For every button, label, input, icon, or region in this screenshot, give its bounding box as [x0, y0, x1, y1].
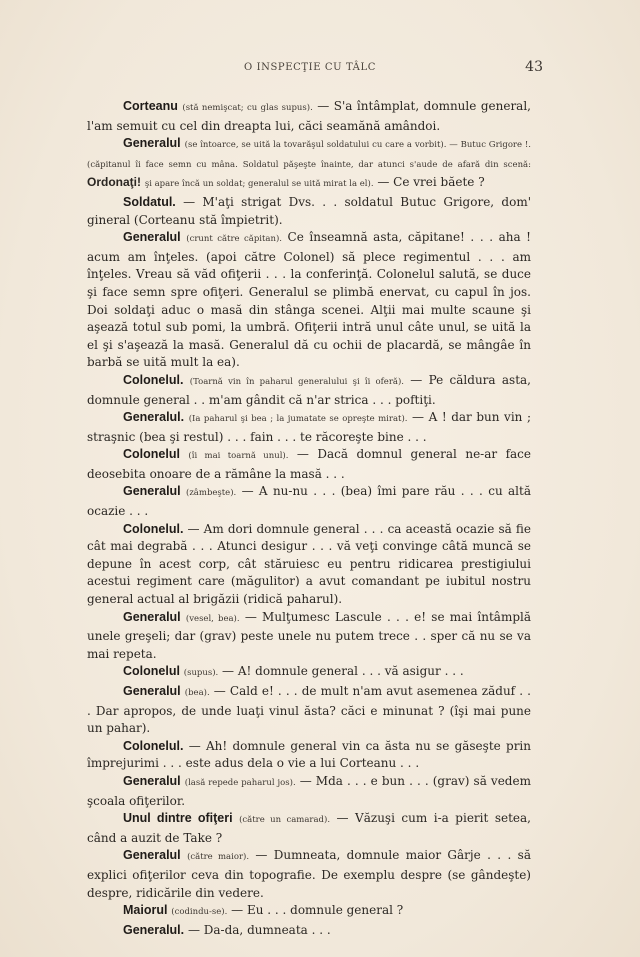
dialogue-text: — Am dori domnule general . . . ca această ocazie să fie cât mai degrabă . . . Atunci desigur . . . vă veţi convinge câtă muncă se depune în acest corp, cât stăruiesc eu pentru ridicarea prestigiului acestui regiment care (măgulitor) a avut comandant pe iubitul nostru general actual al brigăzii (ridică paharul). [87, 521, 531, 607]
speaker-name: Generalul. [123, 410, 185, 425]
stage-direction: (către maior). [187, 852, 250, 863]
dialogue-text: Ce înseamnă asta, căpitane! . . . aha ! acum am înţeles. (apoi către Colonel) să plece regimentul . . . am înţeles. Vreau să văd ofiţerii . . . la conferinţă. Colonelul salută, se duce şi face semn spre ofiţeri. Generalul se plimbă enervat, cu capul în jos. Doi soldaţi aduc o masă din stânga scenei. Alţii mai multe scaune şi aşează totul sub pomi, la umbră. Ofiţerii intră unul câte unul, se uită la el şi s'aşează la masă. Generalul dă cu ochii de placardă, se mângâe în barbă se uită mult la ea). [87, 230, 531, 370]
stage-direction: (zâmbeşte). [186, 488, 237, 499]
page-number: 43 [525, 59, 543, 75]
dialogue-text: — A nu-nu . . . (bea) îmi pare rău . . . cu altă ocazie . . . [87, 484, 531, 519]
offstage-line: Ordonaţi! [87, 175, 141, 190]
dialogue-paragraph [87, 521, 531, 609]
dialogue-paragraph [87, 98, 531, 135]
stage-direction: (supus). [183, 668, 219, 679]
dialogue-text: — Pe căldura asta, domnule general . . m'am gândit că n'ar strica . . . poftiţi. [87, 372, 531, 407]
dialogue-text: — Da-da, dumneata . . . [184, 922, 331, 937]
stage-direction: (bea). [184, 688, 210, 698]
speaker-name: Colonelul. [123, 738, 184, 753]
stage-direction: (Ia paharul şi bea ; la jumatate se opreşte mirat). [188, 414, 408, 425]
dialogue-text: — M'aţi strigat Dvs. . . soldatul Butuc Grigore, dom' gineral (Corteanu stă împietrit). [87, 194, 531, 227]
speaker-name: Maiorul [123, 903, 168, 918]
stage-direction: (către un camarad). [239, 815, 331, 826]
stage-direction: şi apare încă un soldat; generalul se uită mirat la el). [144, 179, 374, 190]
dialogue-text: — A! domnule general . . . vă asigur . . . [218, 664, 464, 679]
stage-direction: (se întoarce, se uită la tovarăşul soldatului cu care a vorbit). — Butuc Grigore !. (căpitanul îi face semn cu mâna. Soldatul păşeşte înainte, dar atunci s'aude de afară din scenă: [87, 140, 531, 170]
speaker-name: Generalul [123, 484, 181, 499]
speaker-name: Generalul [123, 773, 181, 788]
running-title: O INSPECŢIE CU TÂLC [244, 62, 377, 73]
dialogue-paragraph [87, 372, 531, 409]
dialogue-text: — Mulţumesc Lascule . . . e! se mai întâmplă unele greşeli; dar (grav) peste unele nu putem trece . . sper că nu se va mai repeta. [87, 609, 531, 661]
dialogue-paragraph [87, 922, 531, 940]
stage-direction: (stă nemişcat; cu glas supus). [182, 103, 313, 113]
speaker-name: Generalul. [123, 922, 185, 937]
dialogue-paragraph [87, 773, 531, 810]
dialogue-paragraph [87, 135, 531, 194]
page-header [0, 59, 640, 82]
speaker-name: Soldatul. [123, 194, 176, 209]
speaker-name: Generalul [123, 609, 181, 624]
dialogue-paragraph [87, 663, 531, 683]
dialogue-text: — S'a întâmplat, domnule general, l'am semuit cu cel din dreapta lui, căci seamănă amândoi. [87, 99, 531, 133]
speaker-name: Generalul [123, 136, 181, 151]
stage-direction: (vesel, bea). [185, 613, 240, 624]
dialogue-paragraph [87, 409, 531, 446]
dialogue-text: — Dumneata, domnule maior Gârje . . . să explici ofiţerilor ceva din topografie. De exemplu despre (se gândeşte) despre, ridicările din vedere. [87, 848, 531, 900]
speaker-name: Colonelul. [123, 521, 184, 536]
dialogue-text: — Mda . . . e bun . . . (grav) să vedem şcoala ofiţerilor. [87, 773, 531, 808]
dialogue-paragraph [87, 847, 531, 902]
dialogue-text: — Eu . . . domnule general ? [227, 903, 404, 918]
speaker-name: Generalul [123, 684, 181, 698]
stage-direction: (codindu-se). [171, 907, 228, 918]
dialogue-text: — Dacă domnul general ne-ar face deosebita onoare de a rămâne la masă . . . [87, 447, 531, 481]
stage-direction: (lasă repede paharul jos). [184, 777, 296, 788]
speaker-name: Corteanu [123, 99, 178, 113]
speaker-name: Generalul [123, 848, 181, 863]
speaker-name: Generalul [123, 230, 181, 245]
dialogue-paragraph [87, 810, 531, 847]
speaker-name: Colonelul [123, 447, 180, 462]
stage-direction: (Toarnă vin în paharul generalului şi îi oferă). [189, 376, 404, 387]
stage-direction: (îi mai toarnă unul). [188, 451, 289, 462]
dialogue-paragraph [87, 683, 531, 738]
dialogue-text: — A ! dar bun vin ; straşnic (bea şi restul) . . . fain . . . te răcoreşte bine . . . [87, 410, 532, 444]
dialogue-paragraph [87, 738, 531, 773]
dialogue-text: — Cald e! . . . de mult n'am avut asemenea zăduf . . . Dar apropos, de unde luaţi vinul ăsta? căci e minunat ? (îşi mai pune un pahar). [87, 684, 531, 736]
dialogue-paragraph [87, 194, 531, 229]
dialogue-text: — Ah! domnule general vin ca ăsta nu se găseşte prin împrejurimi . . . este adus dela o vie a lui Corteanu . . . [87, 738, 531, 771]
dialogue-text: — Ce vrei băete ? [373, 175, 485, 190]
dialogue-paragraph [87, 483, 531, 520]
dialogue-paragraph [87, 229, 531, 372]
dialogue-text: — Văzuşi cum i-a pierit setea, când a auzit de Take ? [87, 811, 531, 845]
speaker-name: Unul dintre ofiţeri [123, 811, 233, 826]
text-body [87, 98, 531, 939]
dialogue-paragraph [87, 609, 531, 664]
dialogue-paragraph [87, 902, 531, 922]
dialogue-paragraph [87, 446, 531, 483]
speaker-name: Colonelul. [123, 372, 184, 387]
stage-direction: (crunt către căpitan). [186, 234, 282, 245]
speaker-name: Colonelul [123, 664, 180, 679]
